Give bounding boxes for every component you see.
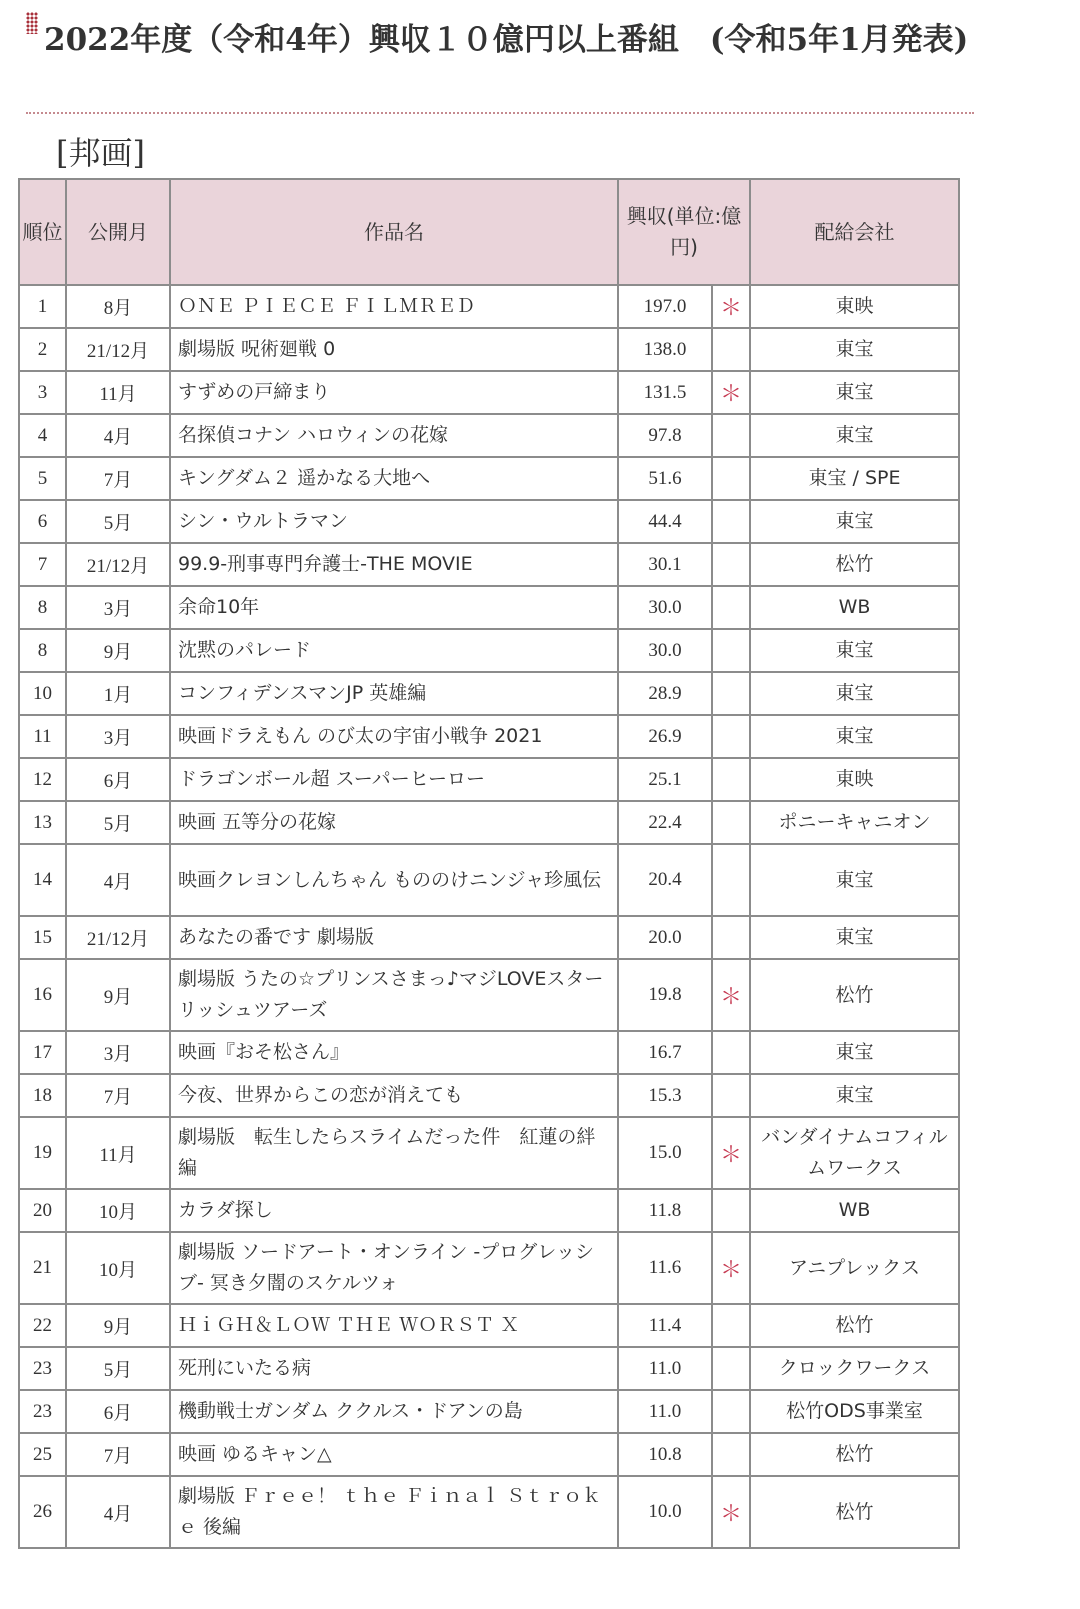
gross-cell: 197.0: [618, 285, 712, 328]
rank-cell: 5: [19, 457, 66, 500]
distributor-cell: 松竹: [750, 543, 959, 586]
rank-cell: 19: [19, 1117, 66, 1189]
highlight-mark: [712, 1347, 750, 1390]
distributor-cell: 松竹: [750, 1476, 959, 1548]
gross-cell: 30.1: [618, 543, 712, 586]
rank-cell: 6: [19, 500, 66, 543]
rank-cell: 25: [19, 1433, 66, 1476]
distributor-cell: 東宝: [750, 328, 959, 371]
table-row: [19, 1476, 959, 1548]
highlight-mark: ＊: [712, 1476, 750, 1548]
rank-cell: 12: [19, 758, 66, 801]
distributor-cell: 松竹ODS事業室: [750, 1390, 959, 1433]
table-row: [19, 543, 959, 586]
highlight-mark: ＊: [712, 285, 750, 328]
table-row: [19, 285, 959, 328]
month-cell: 7月: [66, 1433, 170, 1476]
gross-cell: 138.0: [618, 328, 712, 371]
rank-cell: 21: [19, 1232, 66, 1304]
gross-cell: 30.0: [618, 586, 712, 629]
rank-cell: 17: [19, 1031, 66, 1074]
gross-cell: 15.3: [618, 1074, 712, 1117]
title-cell: 劇場版 うたの☆プリンスさまっ♪マジLOVEスターリッシュツアーズ: [170, 959, 618, 1031]
highlight-mark: [712, 1074, 750, 1117]
month-cell: 21/12月: [66, 543, 170, 586]
title-cell: 映画ドラえもん のび太の宇宙小戦争 2021: [170, 715, 618, 758]
header-title: 作品名: [170, 179, 618, 285]
month-cell: 10月: [66, 1232, 170, 1304]
table-row: [19, 1433, 959, 1476]
month-cell: 11月: [66, 371, 170, 414]
title-cell: カラダ探し: [170, 1189, 618, 1232]
table-row: [19, 758, 959, 801]
table-row: [19, 1031, 959, 1074]
highlight-mark: [712, 1390, 750, 1433]
highlight-mark: ＊: [712, 959, 750, 1031]
distributor-cell: 松竹: [750, 1304, 959, 1347]
gross-cell: 11.6: [618, 1232, 712, 1304]
title-cell: 今夜、世界からこの恋が消えても: [170, 1074, 618, 1117]
title-cell: ＨｉＧＨ＆ＬＯＷ ＴＨＥ ＷＯＲＳＴ Ｘ: [170, 1304, 618, 1347]
distributor-cell: 松竹: [750, 1433, 959, 1476]
highlight-mark: [712, 916, 750, 959]
gross-cell: 15.0: [618, 1117, 712, 1189]
highlight-mark: ＊: [712, 371, 750, 414]
title-cell: 99.9-刑事専門弁護士-THE MOVIE: [170, 543, 618, 586]
table-row: [19, 414, 959, 457]
month-cell: 8月: [66, 285, 170, 328]
table-row: [19, 500, 959, 543]
highlight-mark: [712, 1189, 750, 1232]
distributor-cell: アニプレックス: [750, 1232, 959, 1304]
highlight-mark: [712, 715, 750, 758]
gross-cell: 16.7: [618, 1031, 712, 1074]
title-cell: 余命10年: [170, 586, 618, 629]
rank-cell: 23: [19, 1347, 66, 1390]
distributor-cell: 東映: [750, 285, 959, 328]
month-cell: 9月: [66, 629, 170, 672]
gross-cell: 22.4: [618, 801, 712, 844]
distributor-cell: 東映: [750, 758, 959, 801]
table-row: [19, 629, 959, 672]
distributor-cell: 松竹: [750, 959, 959, 1031]
highlight-mark: [712, 328, 750, 371]
gross-cell: 131.5: [618, 371, 712, 414]
gross-cell: 44.4: [618, 500, 712, 543]
month-cell: 4月: [66, 844, 170, 916]
title-cell: 名探偵コナン ハロウィンの花嫁: [170, 414, 618, 457]
table-row: [19, 1074, 959, 1117]
gross-cell: 28.9: [618, 672, 712, 715]
highlight-mark: [712, 457, 750, 500]
gross-cell: 19.8: [618, 959, 712, 1031]
distributor-cell: バンダイナムコフィルムワークス: [750, 1117, 959, 1189]
rank-cell: 7: [19, 543, 66, 586]
table-row: [19, 916, 959, 959]
table-row: [19, 672, 959, 715]
title-cell: 沈黙のパレード: [170, 629, 618, 672]
title-cell: 機動戦士ガンダム ククルス・ドアンの島: [170, 1390, 618, 1433]
highlight-mark: [712, 629, 750, 672]
month-cell: 21/12月: [66, 328, 170, 371]
distributor-cell: 東宝: [750, 844, 959, 916]
rank-cell: 14: [19, 844, 66, 916]
table-row: [19, 959, 959, 1031]
month-cell: 11月: [66, 1117, 170, 1189]
rank-cell: 20: [19, 1189, 66, 1232]
month-cell: 3月: [66, 586, 170, 629]
distributor-cell: 東宝: [750, 715, 959, 758]
month-cell: 5月: [66, 1347, 170, 1390]
highlight-mark: [712, 1433, 750, 1476]
title-cell: シン・ウルトラマン: [170, 500, 618, 543]
table-row: [19, 371, 959, 414]
highlight-mark: ＊: [712, 1117, 750, 1189]
table-row: [19, 1232, 959, 1304]
title-cell: 映画『おそ松さん』: [170, 1031, 618, 1074]
table-header-row: [19, 179, 959, 285]
title-cell: すずめの戸締まり: [170, 371, 618, 414]
highlight-mark: [712, 586, 750, 629]
distributor-cell: 東宝 / SPE: [750, 457, 959, 500]
rank-cell: 22: [19, 1304, 66, 1347]
gross-cell: 30.0: [618, 629, 712, 672]
box-office-table: [18, 178, 960, 1549]
distributor-cell: WB: [750, 586, 959, 629]
month-cell: 3月: [66, 715, 170, 758]
rank-cell: 4: [19, 414, 66, 457]
table-row: [19, 801, 959, 844]
title-cell: 劇場版 呪術廻戦 0: [170, 328, 618, 371]
title-cell: 劇場版 転生したらスライムだった件 紅蓮の絆編: [170, 1117, 618, 1189]
month-cell: 3月: [66, 1031, 170, 1074]
title-marker-icon: [26, 12, 38, 34]
gross-cell: 11.4: [618, 1304, 712, 1347]
rank-cell: 15: [19, 916, 66, 959]
title-cell: 映画 ゆるキャン△: [170, 1433, 618, 1476]
month-cell: 9月: [66, 959, 170, 1031]
rank-cell: 1: [19, 285, 66, 328]
page-title: 2022年度（令和4年）興収１０億円以上番組 (令和5年1月発表): [44, 22, 969, 58]
highlight-mark: [712, 500, 750, 543]
month-cell: 4月: [66, 414, 170, 457]
month-cell: 5月: [66, 801, 170, 844]
header-month: 公開月: [66, 179, 170, 285]
distributor-cell: 東宝: [750, 1031, 959, 1074]
gross-cell: 20.4: [618, 844, 712, 916]
rank-cell: 8: [19, 586, 66, 629]
title-cell: 劇場版 ソードアート・オンライン -プログレッシブ- 冥き夕闇のスケルツォ: [170, 1232, 618, 1304]
gross-cell: 25.1: [618, 758, 712, 801]
month-cell: 5月: [66, 500, 170, 543]
gross-cell: 11.8: [618, 1189, 712, 1232]
table-row: [19, 715, 959, 758]
rank-cell: 23: [19, 1390, 66, 1433]
distributor-cell: 東宝: [750, 371, 959, 414]
month-cell: 6月: [66, 1390, 170, 1433]
rank-cell: 11: [19, 715, 66, 758]
title-cell: 映画クレヨンしんちゃん もののけニンジャ珍風伝: [170, 844, 618, 916]
title-cell: 死刑にいたる病: [170, 1347, 618, 1390]
distributor-cell: ポニーキャニオン: [750, 801, 959, 844]
title-cell: あなたの番です 劇場版: [170, 916, 618, 959]
title-divider: [26, 112, 974, 114]
title-cell: コンフィデンスマンJP 英雄編: [170, 672, 618, 715]
month-cell: 7月: [66, 1074, 170, 1117]
table-row: [19, 328, 959, 371]
distributor-cell: 東宝: [750, 629, 959, 672]
distributor-cell: 東宝: [750, 916, 959, 959]
distributor-cell: 東宝: [750, 414, 959, 457]
highlight-mark: ＊: [712, 1232, 750, 1304]
rank-cell: 26: [19, 1476, 66, 1548]
distributor-cell: 東宝: [750, 1074, 959, 1117]
rank-cell: 16: [19, 959, 66, 1031]
rank-cell: 13: [19, 801, 66, 844]
table-row: [19, 844, 959, 916]
distributor-cell: WB: [750, 1189, 959, 1232]
title-cell: ＯＮＥ ＰＩＥＣＥ ＦＩＬＭＲＥＤ: [170, 285, 618, 328]
gross-cell: 11.0: [618, 1347, 712, 1390]
month-cell: 4月: [66, 1476, 170, 1548]
gross-cell: 51.6: [618, 457, 712, 500]
rank-cell: 18: [19, 1074, 66, 1117]
month-cell: 6月: [66, 758, 170, 801]
gross-cell: 20.0: [618, 916, 712, 959]
gross-cell: 97.8: [618, 414, 712, 457]
highlight-mark: [712, 543, 750, 586]
distributor-cell: 東宝: [750, 500, 959, 543]
title-cell: 劇場版 Ｆｒｅｅ！ ｔｈｅ Ｆｉｎａｌ Ｓｔｒｏｋｅ 後編: [170, 1476, 618, 1548]
header-rank: 順位: [19, 179, 66, 285]
gross-cell: 11.0: [618, 1390, 712, 1433]
title-cell: 映画 五等分の花嫁: [170, 801, 618, 844]
title-cell: キングダム２ 遥かなる大地へ: [170, 457, 618, 500]
header-distributor: 配給会社: [750, 179, 959, 285]
table-row: [19, 1347, 959, 1390]
table-row: [19, 457, 959, 500]
table-row: [19, 1304, 959, 1347]
month-cell: 7月: [66, 457, 170, 500]
rank-cell: 2: [19, 328, 66, 371]
highlight-mark: [712, 844, 750, 916]
gross-cell: 26.9: [618, 715, 712, 758]
distributor-cell: クロックワークス: [750, 1347, 959, 1390]
highlight-mark: [712, 414, 750, 457]
highlight-mark: [712, 1304, 750, 1347]
section-heading: [邦画]: [56, 134, 145, 172]
table-row: [19, 586, 959, 629]
gross-cell: 10.0: [618, 1476, 712, 1548]
highlight-mark: [712, 672, 750, 715]
month-cell: 21/12月: [66, 916, 170, 959]
table-row: [19, 1117, 959, 1189]
highlight-mark: [712, 758, 750, 801]
table-body: [19, 285, 959, 1548]
month-cell: 10月: [66, 1189, 170, 1232]
month-cell: 9月: [66, 1304, 170, 1347]
table-row: [19, 1189, 959, 1232]
month-cell: 1月: [66, 672, 170, 715]
rank-cell: 8: [19, 629, 66, 672]
title-cell: ドラゴンボール超 スーパーヒーロー: [170, 758, 618, 801]
header-gross: 興収(単位:億円): [618, 179, 750, 285]
distributor-cell: 東宝: [750, 672, 959, 715]
rank-cell: 3: [19, 371, 66, 414]
gross-cell: 10.8: [618, 1433, 712, 1476]
table-row: [19, 1390, 959, 1433]
highlight-mark: [712, 801, 750, 844]
highlight-mark: [712, 1031, 750, 1074]
rank-cell: 10: [19, 672, 66, 715]
